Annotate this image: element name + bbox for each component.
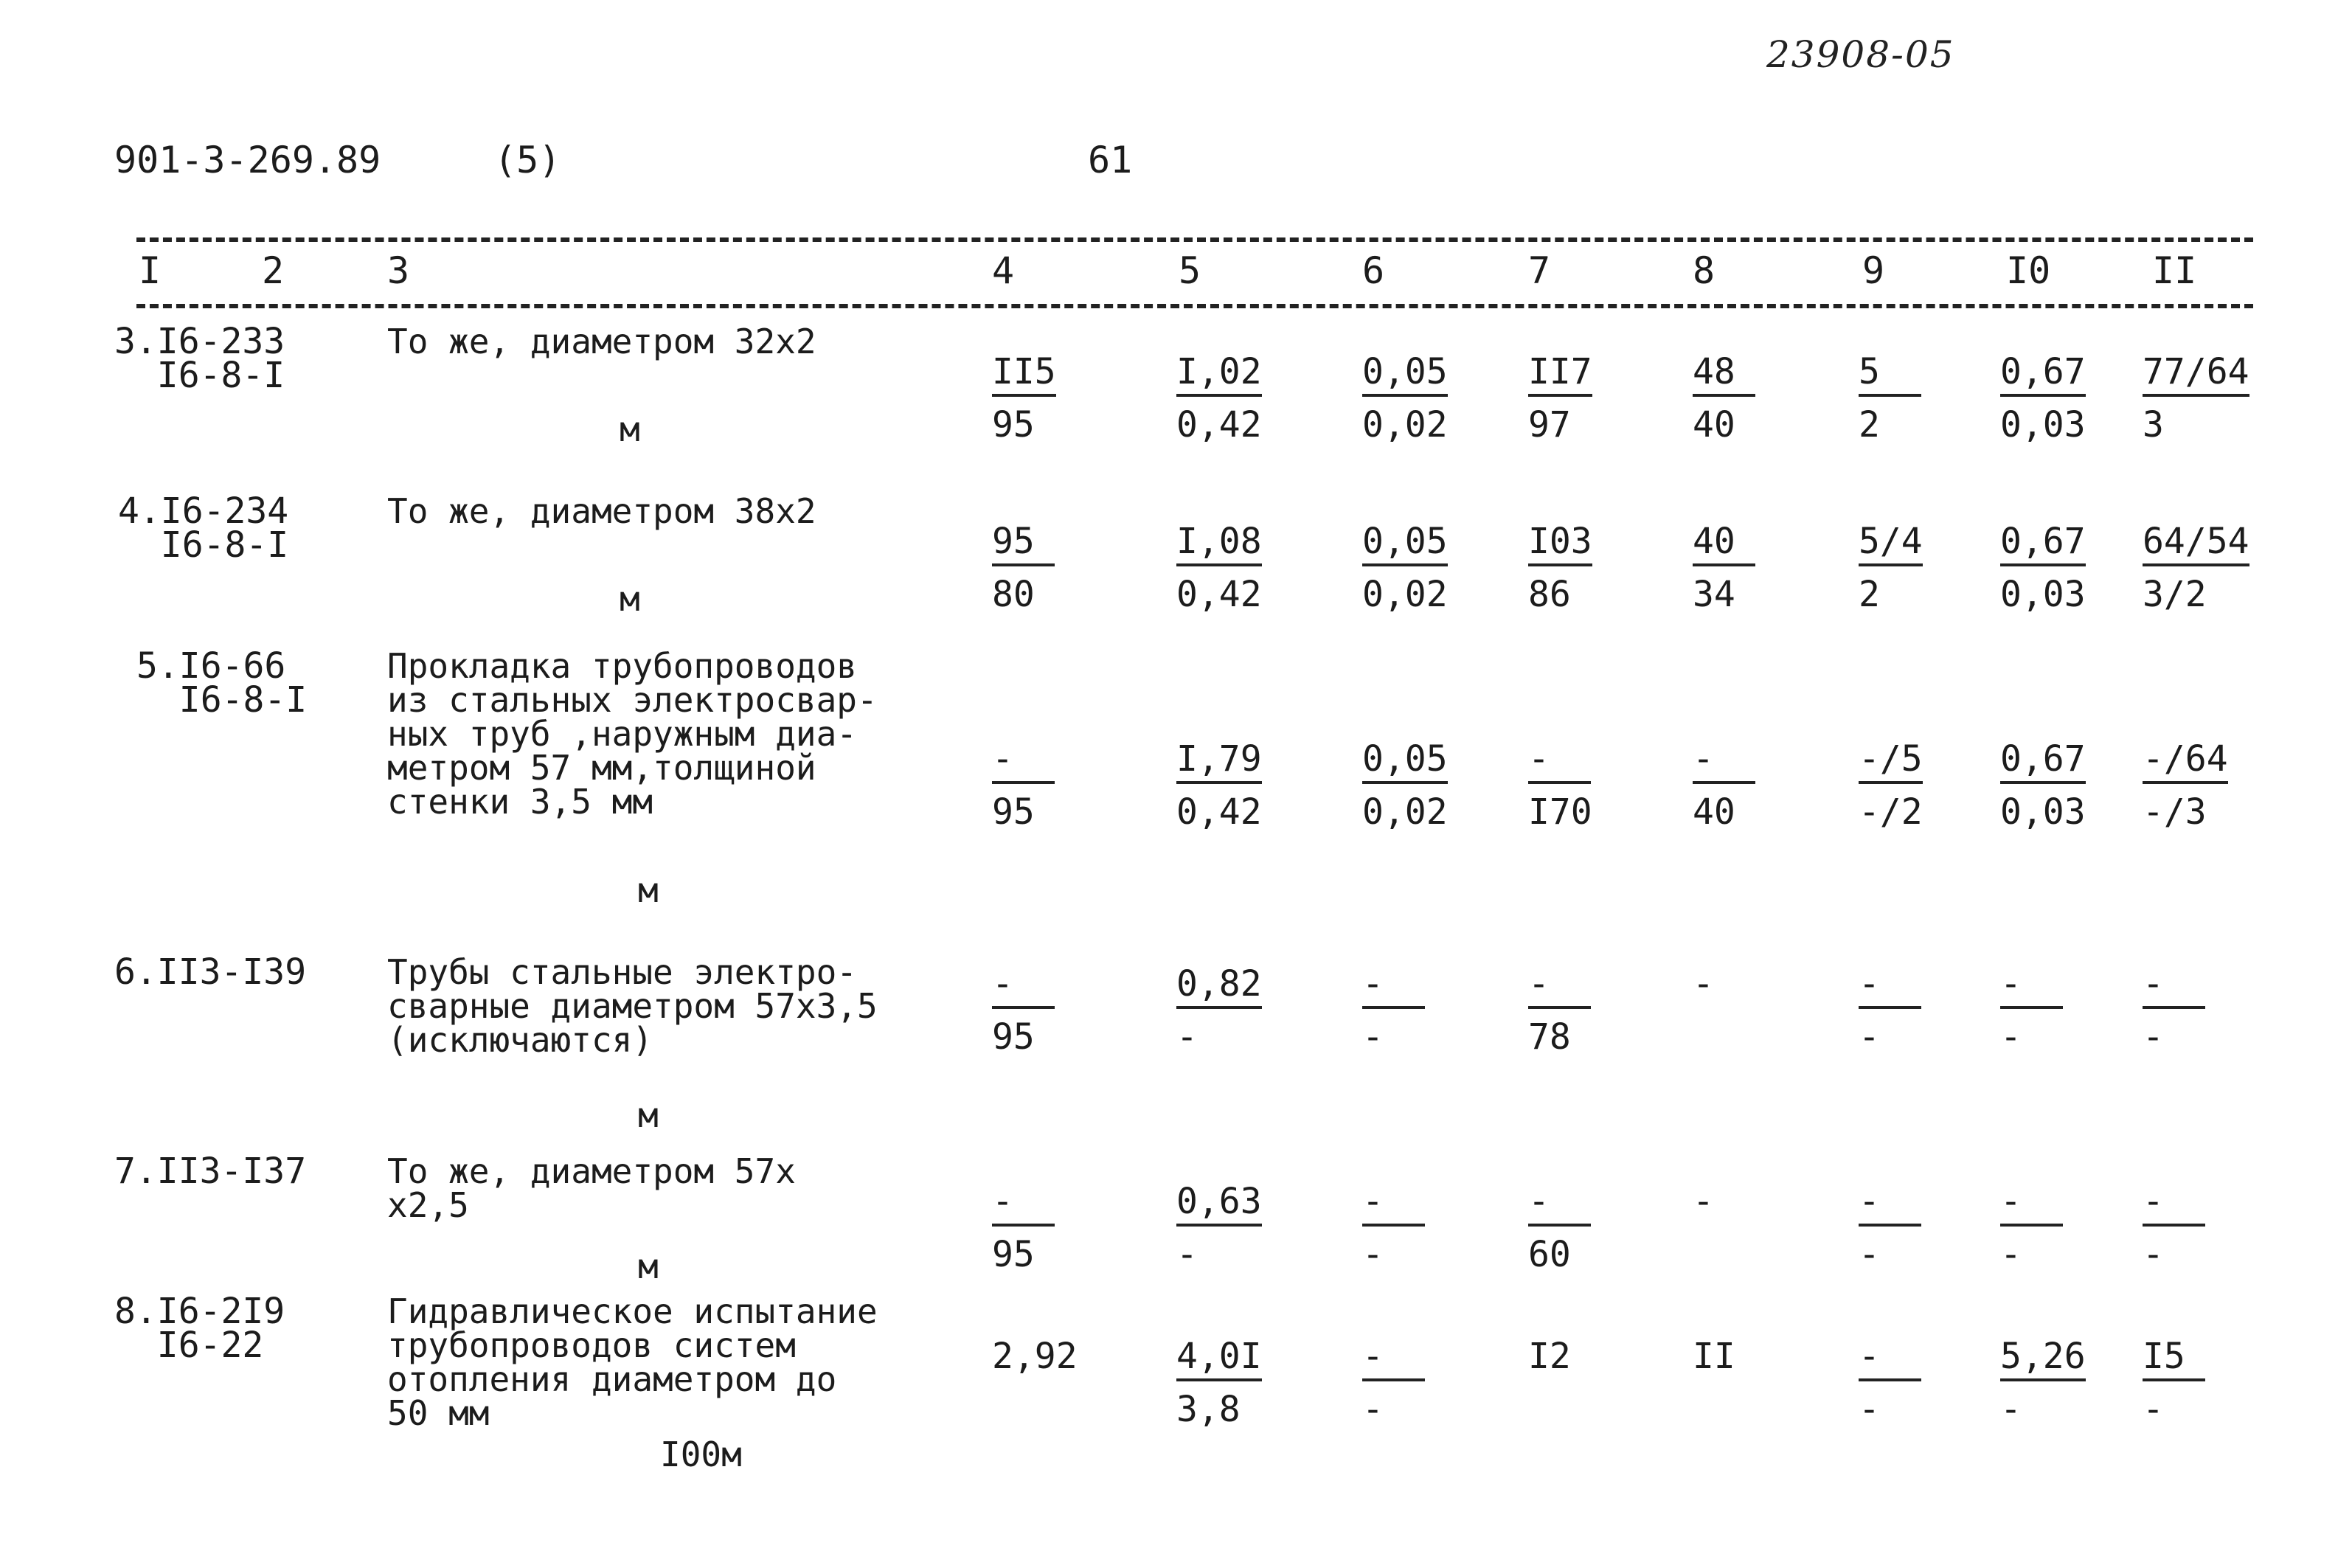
value-cell xyxy=(1859,738,1923,833)
document-code: 901-3-269.89 xyxy=(114,139,381,181)
value-numerator: - xyxy=(1859,966,1921,1009)
value-cell xyxy=(992,351,1056,445)
value-numerator: - xyxy=(1859,1339,1921,1381)
value-numerator: I,02 xyxy=(1176,354,1262,397)
value-numerator: - xyxy=(1693,1181,1714,1222)
value-numerator: - xyxy=(1528,1184,1591,1227)
value-cell xyxy=(1693,963,1755,1006)
value-denominator: 0,42 xyxy=(1176,404,1262,445)
value-denominator: - xyxy=(1176,1234,1198,1275)
value-numerator: II5 xyxy=(992,354,1056,397)
value-denominator: - xyxy=(2000,1016,2022,1058)
value-numerator: 0,67 xyxy=(2000,354,2086,397)
value-denominator: 40 xyxy=(1693,404,1735,445)
row-unit: м xyxy=(638,870,659,910)
value-cell xyxy=(1693,1181,1755,1224)
column-number: 7 xyxy=(1528,249,1551,292)
value-cell xyxy=(1528,1336,1591,1378)
value-cell xyxy=(1362,963,1425,1058)
value-numerator: 0,67 xyxy=(2000,524,2086,566)
value-denominator: - xyxy=(1362,1016,1384,1058)
value-cell xyxy=(1528,1181,1591,1275)
column-number: 3 xyxy=(387,249,410,292)
value-denominator: -/3 xyxy=(2143,791,2207,833)
document-part: (5) xyxy=(494,139,561,181)
value-denominator: 95 xyxy=(992,791,1035,833)
value-numerator: 0,67 xyxy=(2000,741,2086,784)
value-denominator: 0,03 xyxy=(2000,791,2086,833)
value-numerator: 0,05 xyxy=(1362,524,1448,566)
value-cell xyxy=(2143,1336,2205,1430)
row-unit: м xyxy=(638,1246,659,1286)
archive-stamp: 23908-05 xyxy=(1766,33,1955,76)
value-denominator: 3,8 xyxy=(1176,1389,1241,1430)
value-denominator: - xyxy=(2143,1016,2164,1058)
value-numerator: 2,92 xyxy=(992,1336,1078,1377)
value-cell xyxy=(1859,521,1923,615)
value-cell xyxy=(1176,351,1262,445)
value-numerator: - xyxy=(2000,1184,2063,1227)
value-numerator: - xyxy=(1362,1339,1425,1381)
value-numerator: - xyxy=(1693,741,1755,784)
value-denominator: 34 xyxy=(1693,574,1735,615)
row-description: То же, диаметром 38х2 xyxy=(387,491,816,531)
column-number: I xyxy=(139,249,162,292)
value-cell xyxy=(1859,963,1921,1058)
value-numerator: 5 xyxy=(1859,354,1921,397)
value-denominator: 80 xyxy=(992,574,1035,615)
value-cell xyxy=(2143,351,2249,445)
value-numerator: - xyxy=(1362,966,1425,1009)
value-denominator: 2 xyxy=(1859,574,1880,615)
value-numerator: 40 xyxy=(1693,524,1755,566)
value-denominator: 95 xyxy=(992,1234,1035,1275)
value-denominator: 78 xyxy=(1528,1016,1571,1058)
table-top-rule xyxy=(136,237,2253,242)
value-numerator: I2 xyxy=(1528,1336,1571,1377)
value-cell xyxy=(1176,1181,1262,1275)
value-cell xyxy=(1693,351,1755,445)
value-denominator: 86 xyxy=(1528,574,1571,615)
value-cell xyxy=(2000,963,2063,1058)
row-description: Гидравлическое испытание трубопроводов систем отопления диаметром до 50 мм xyxy=(387,1291,878,1433)
value-denominator: 40 xyxy=(1693,791,1735,833)
value-cell xyxy=(1859,351,1921,445)
value-cell xyxy=(1176,521,1262,615)
value-denominator: 95 xyxy=(992,1016,1035,1058)
value-cell xyxy=(1693,521,1755,615)
row-code: 6.II3-I39 xyxy=(114,951,307,993)
column-number: 2 xyxy=(262,249,285,292)
value-numerator: - xyxy=(1528,741,1591,784)
value-cell xyxy=(992,738,1055,833)
value-denominator: -/2 xyxy=(1859,791,1923,833)
value-denominator: 0,03 xyxy=(2000,574,2086,615)
value-cell xyxy=(1176,738,1262,833)
value-denominator: - xyxy=(2143,1389,2164,1430)
value-denominator: - xyxy=(2000,1234,2022,1275)
value-numerator: - xyxy=(992,741,1055,784)
value-numerator: 48 xyxy=(1693,354,1755,397)
value-numerator: - xyxy=(2143,1184,2205,1227)
row-code: 3.I6-233 I6-8-I xyxy=(114,321,285,396)
column-number: II xyxy=(2152,249,2197,292)
value-denominator: 0,03 xyxy=(2000,404,2086,445)
value-cell xyxy=(1693,1336,1755,1378)
value-cell xyxy=(2143,521,2249,615)
value-cell xyxy=(1528,738,1592,833)
value-numerator: II xyxy=(1693,1336,1735,1377)
row-unit: м xyxy=(620,579,640,619)
value-numerator: - xyxy=(1528,966,1591,1009)
row-code: 5.I6-66 I6-8-I xyxy=(136,645,308,721)
value-numerator: 77/64 xyxy=(2143,354,2249,397)
value-denominator: - xyxy=(1176,1016,1198,1058)
value-denominator: 3/2 xyxy=(2143,574,2207,615)
value-numerator: 4,0I xyxy=(1176,1339,1262,1381)
value-cell xyxy=(1859,1336,1921,1430)
value-numerator: 64/54 xyxy=(2143,524,2249,566)
value-denominator: 95 xyxy=(992,404,1035,445)
value-cell xyxy=(992,963,1055,1058)
value-numerator: 0,05 xyxy=(1362,741,1448,784)
value-cell xyxy=(992,1336,1078,1378)
value-denominator: 0,02 xyxy=(1362,791,1448,833)
value-numerator: I,79 xyxy=(1176,741,1262,784)
column-number: I0 xyxy=(2006,249,2051,292)
value-numerator: I03 xyxy=(1528,524,1592,566)
value-denominator: 0,42 xyxy=(1176,574,1262,615)
page-number: 61 xyxy=(1088,139,1133,181)
value-cell xyxy=(1362,1336,1425,1430)
value-denominator: - xyxy=(1362,1389,1384,1430)
value-numerator: 95 xyxy=(992,524,1055,566)
value-denominator: I70 xyxy=(1528,791,1592,833)
value-cell xyxy=(2000,521,2086,615)
value-cell xyxy=(2143,1181,2205,1275)
value-numerator: - xyxy=(2000,966,2063,1009)
value-numerator: - xyxy=(1693,963,1714,1005)
row-description: То же, диаметром 57х х2,5 xyxy=(387,1151,796,1225)
value-denominator: 0,02 xyxy=(1362,574,1448,615)
value-cell xyxy=(1362,521,1448,615)
value-numerator: -/5 xyxy=(1859,741,1923,784)
row-unit: I00м xyxy=(660,1435,742,1474)
value-denominator: 60 xyxy=(1528,1234,1571,1275)
value-numerator: - xyxy=(992,966,1055,1009)
value-numerator: 0,63 xyxy=(1176,1184,1262,1227)
value-cell xyxy=(992,1181,1055,1275)
value-cell xyxy=(1176,1336,1262,1430)
table-header-rule xyxy=(136,304,2253,308)
value-cell xyxy=(2000,1181,2063,1275)
value-cell xyxy=(1693,738,1755,833)
value-cell xyxy=(1528,521,1592,615)
value-numerator: 5/4 xyxy=(1859,524,1923,566)
row-code: 8.I6-2I9 I6-22 xyxy=(114,1291,285,1366)
column-number: 6 xyxy=(1362,249,1385,292)
row-unit: м xyxy=(620,409,640,449)
value-cell xyxy=(2000,1336,2086,1430)
column-number: 9 xyxy=(1862,249,1885,292)
value-denominator: - xyxy=(2000,1389,2022,1430)
value-numerator: - xyxy=(992,1184,1055,1227)
value-denominator: - xyxy=(1859,1016,1880,1058)
value-cell xyxy=(1859,1181,1921,1275)
row-code: 4.I6-234 I6-8-I xyxy=(118,490,289,566)
value-numerator: - xyxy=(1859,1184,1921,1227)
value-numerator: II7 xyxy=(1528,354,1592,397)
value-numerator: -/64 xyxy=(2143,741,2228,784)
value-denominator: 0,02 xyxy=(1362,404,1448,445)
column-number: 5 xyxy=(1179,249,1201,292)
value-denominator: - xyxy=(1362,1234,1384,1275)
row-description: То же, диаметром 32х2 xyxy=(387,322,816,361)
row-unit: м xyxy=(638,1095,659,1135)
value-denominator: 3 xyxy=(2143,404,2164,445)
value-cell xyxy=(1528,351,1592,445)
value-cell xyxy=(2000,351,2086,445)
value-cell xyxy=(2143,963,2205,1058)
row-description: Трубы стальные электро- сварные диаметром 57х3,5 (исключаются) xyxy=(387,952,878,1060)
value-numerator: 0,05 xyxy=(1362,354,1448,397)
value-denominator: - xyxy=(1859,1234,1880,1275)
value-denominator: 97 xyxy=(1528,404,1571,445)
value-cell xyxy=(1176,963,1262,1058)
value-numerator: 0,82 xyxy=(1176,966,1262,1009)
value-denominator: 2 xyxy=(1859,404,1880,445)
row-code: 7.II3-I37 xyxy=(114,1151,307,1192)
value-numerator: - xyxy=(1362,1184,1425,1227)
value-numerator: 5,26 xyxy=(2000,1339,2086,1381)
row-description: Прокладка трубопроводов из стальных электросвар- ных труб ,наружным диа- метром 57 мм,толщиной стенки 3,5 мм xyxy=(387,646,878,822)
value-denominator: - xyxy=(2143,1234,2164,1275)
value-numerator: - xyxy=(2143,966,2205,1009)
value-denominator: 0,42 xyxy=(1176,791,1262,833)
column-number: 4 xyxy=(992,249,1015,292)
value-numerator: I5 xyxy=(2143,1339,2205,1381)
value-cell xyxy=(2143,738,2228,833)
value-cell xyxy=(1528,963,1591,1058)
value-cell xyxy=(2000,738,2086,833)
value-cell xyxy=(1362,1181,1425,1275)
value-numerator: I,08 xyxy=(1176,524,1262,566)
value-denominator: - xyxy=(1859,1389,1880,1430)
value-cell xyxy=(1362,738,1448,833)
column-number: 8 xyxy=(1693,249,1716,292)
value-cell xyxy=(1362,351,1448,445)
value-cell xyxy=(992,521,1055,615)
